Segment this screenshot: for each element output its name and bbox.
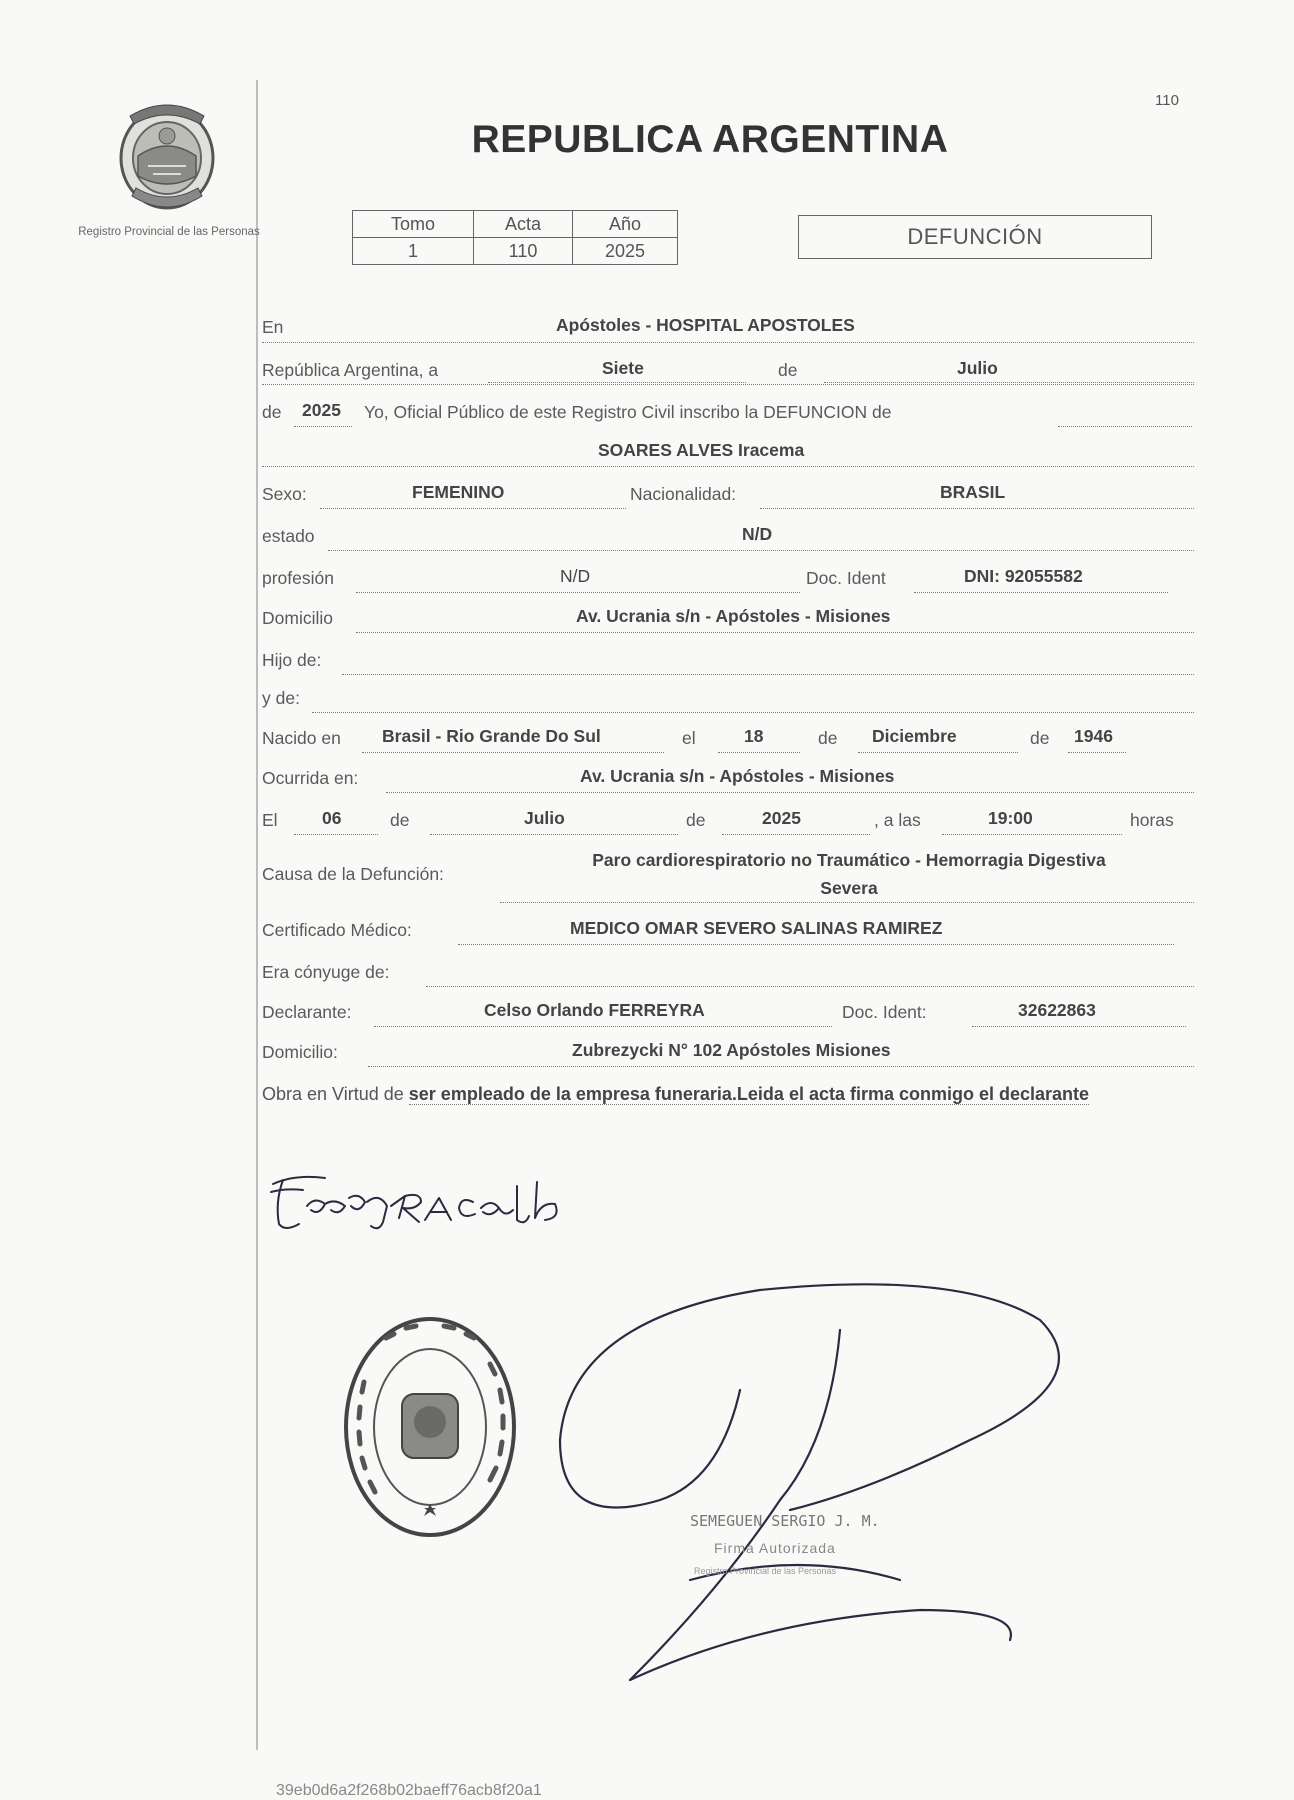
label-nacido-en: Nacido en [262, 728, 341, 748]
row-birth [262, 720, 1194, 752]
value-death-month: Julio [524, 808, 565, 828]
label-de: de [778, 360, 798, 380]
row-cause [262, 846, 1194, 902]
record-type-box: DEFUNCIÓN [798, 215, 1152, 259]
value-death-place: Av. Ucrania s/n - Apóstoles - Misiones [580, 766, 895, 786]
label-y-de: y de: [262, 688, 300, 708]
value-cause-line-2: Severa [820, 878, 878, 898]
row-address [262, 600, 1194, 632]
official-name: SEMEGUEN SERGIO J. M. [690, 1512, 880, 1530]
value-year: 2025 [302, 400, 341, 420]
row-declaration [262, 394, 1194, 426]
anio-header: Año [573, 211, 678, 238]
label-el-birth: el [682, 728, 696, 748]
label-doc-ident-declarant: Doc. Ident: [842, 1002, 927, 1022]
value-profession: N/D [560, 566, 591, 586]
row-declarant-address [262, 1034, 1194, 1066]
label-de-year: de [262, 402, 282, 422]
value-death-time: 19:00 [988, 808, 1033, 828]
declarant-signature-icon [255, 1162, 595, 1242]
value-declarant-document: 32622863 [1018, 1000, 1096, 1020]
value-sex: FEMENINO [412, 482, 505, 502]
label-conyuge: Era cónyuge de: [262, 962, 390, 982]
label-de-birth-2: de [1030, 728, 1050, 748]
registry-caption: Registro Provincial de las Personas [78, 226, 260, 238]
obra-en-virtud-text [262, 1079, 1192, 1109]
official-signature-icon [540, 1260, 1100, 1700]
value-birth-month: Diciembre [872, 726, 957, 746]
misiones-seal-icon [108, 96, 226, 214]
label-declarante: Declarante: [262, 1002, 352, 1022]
row-spouse [262, 954, 1194, 986]
label-sexo: Sexo: [262, 484, 307, 504]
record-table-header-row [353, 211, 678, 238]
document-title: REPUBLICA ARGENTINA [471, 118, 949, 161]
label-a-las: , a las [874, 810, 921, 830]
label-certificado: Certificado Médico: [262, 920, 412, 940]
value-declarant-address: Zubrezycki N° 102 Apóstoles Misiones [572, 1040, 891, 1060]
document-hash: 39eb0d6a2f268b02baeff76acb8f20a1 [276, 1782, 542, 1799]
record-table-value-row [353, 238, 678, 265]
row-death-date [262, 802, 1194, 834]
underline-father [342, 642, 1194, 675]
label-estado: estado [262, 526, 315, 546]
row-father [262, 642, 1194, 674]
value-cause [504, 846, 1194, 902]
label-domicilio-declarant: Domicilio: [262, 1042, 338, 1062]
value-death-day: 06 [322, 808, 342, 828]
value-birth-day: 18 [744, 726, 764, 746]
value-deceased-name: SOARES ALVES Iracema [598, 440, 805, 460]
label-de-birth-1: de [818, 728, 838, 748]
value-month: Julio [957, 358, 998, 378]
value-birth-year: 1946 [1074, 726, 1113, 746]
value-document: DNI: 92055582 [964, 566, 1083, 586]
official-registry: Registro Provincial de las Personas [694, 1566, 837, 1576]
row-declarant [262, 994, 1194, 1026]
value-day-word: Siete [602, 358, 644, 378]
label-doc-ident: Doc. Ident [806, 568, 886, 588]
row-death-place [262, 760, 1194, 792]
underline-declaration-end [1058, 394, 1192, 427]
row-deceased-name [262, 434, 1194, 467]
label-republica: República Argentina, a [262, 360, 439, 380]
official-stamp-icon [340, 1312, 520, 1542]
declaration-text: Yo, Oficial Público de este Registro Civil inscribo la DEFUNCION de [364, 402, 892, 422]
row-civil-status [262, 518, 1194, 550]
underline-mother [312, 680, 1194, 713]
acta-value: 110 [474, 238, 573, 265]
value-declarant: Celso Orlando FERREYRA [484, 1000, 705, 1020]
row-mother [262, 680, 1194, 712]
underline-spouse [426, 954, 1194, 987]
label-de-death-1: de [390, 810, 410, 830]
value-birth-place: Brasil - Rio Grande Do Sul [382, 726, 601, 746]
row-medical-certificate [262, 912, 1194, 944]
label-el-death: El [262, 810, 278, 830]
page-number: 110 [1155, 92, 1179, 109]
record-reference-table [352, 210, 678, 265]
label-causa: Causa de la Defunción: [262, 864, 444, 884]
obra-prefix: Obra en Virtud de [262, 1084, 404, 1104]
tomo-value: 1 [353, 238, 474, 265]
obra-value: ser empleado de la empresa funeraria.Leida el acta firma conmigo el declarante [408, 1084, 1090, 1104]
label-nacionalidad: Nacionalidad: [630, 484, 737, 504]
margin-rule [256, 80, 258, 1750]
row-profession [262, 560, 1194, 592]
label-ocurrida-en: Ocurrida en: [262, 768, 359, 788]
row-sex-nationality [262, 476, 1194, 508]
value-medical-certificate: MEDICO OMAR SEVERO SALINAS RAMIREZ [570, 918, 943, 938]
label-de-death-2: de [686, 810, 706, 830]
row-date [262, 352, 1194, 385]
tomo-header: Tomo [353, 211, 474, 238]
anio-value: 2025 [573, 238, 678, 265]
label-horas: horas [1130, 810, 1174, 830]
value-address: Av. Ucrania s/n - Apóstoles - Misiones [576, 606, 891, 626]
label-en: En [262, 317, 284, 337]
underline-month [824, 352, 1194, 383]
row-place [262, 310, 1194, 343]
value-nationality: BRASIL [940, 482, 1006, 502]
value-death-year: 2025 [762, 808, 801, 828]
value-civil-status: N/D [742, 524, 773, 544]
official-role: Firma Autorizada [714, 1540, 836, 1556]
acta-header: Acta [474, 211, 573, 238]
label-hijo-de: Hijo de: [262, 650, 322, 670]
label-domicilio: Domicilio [262, 608, 333, 628]
value-cause-line-1: Paro cardiorespiratorio no Traumático - Hemorragia Digestiva [592, 850, 1106, 870]
label-profesion: profesión [262, 568, 334, 588]
value-place: Apóstoles - HOSPITAL APOSTOLES [556, 315, 855, 335]
